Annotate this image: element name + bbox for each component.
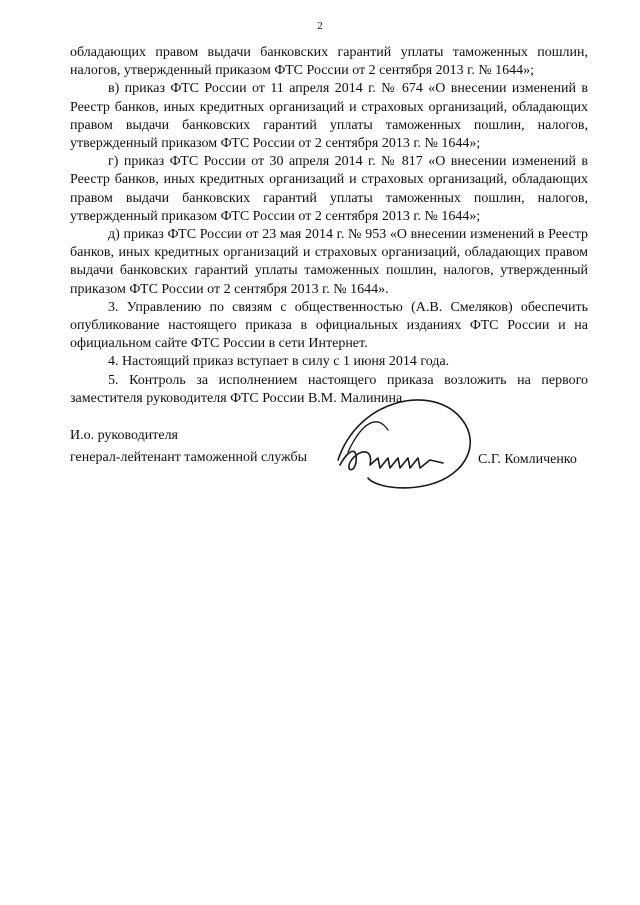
signatory-rank: генерал-лейтенант таможенной службы <box>70 450 308 465</box>
document-body <box>70 44 588 408</box>
signatory-position: И.о. руководителя <box>70 428 179 443</box>
paragraph-5: 5. Контроль за исполнением настоящего приказа возложить на первого заместителя руководителя ФТС России В.М. Малинина. <box>70 372 588 406</box>
signatory-name: С.Г. Комличенко <box>478 452 577 467</box>
paragraph-v: в) приказ ФТС России от 11 апреля 2014 г. № 674 «О внесении изменений в Реестр банков, иных кредитных организаций и страховых организаций, обладающих правом выдачи банковских гарантий уплаты таможенных пошлин, налогов, утвержденный приказом ФТС России от 2 сентября 2013 г. № 1644»; <box>70 81 588 152</box>
paragraph-b-continuation: обладающих правом выдачи банковских гарантий уплаты таможенных пошлин, налогов, утвержденный приказом ФТС России от 2 сентября 2013 г. № 1644»; <box>70 45 588 79</box>
paragraph-4: 4. Настоящий приказ вступает в силу с 1 июня 2014 года. <box>108 354 450 370</box>
paragraph-g: г) приказ ФТС России от 30 апреля 2014 г. № 817 «О внесении изменений в Реестр банков, иных кредитных организаций и страховых организаций, обладающих правом выдачи банковских гарантий уплаты таможенных пошлин, налогов, утвержденный приказом ФТС России от 2 сентября 2013 г. № 1644»; <box>70 154 588 224</box>
paragraph-3: 3. Управлению по связям с общественностью (А.В. Смеляков) обеспечить опубликование настоящего приказа в официальных изданиях ФТС России и на официальном сайте ФТС России в сети Интернет. <box>70 299 588 352</box>
page-number: 2 <box>317 20 323 32</box>
paragraph-d: д) приказ ФТС России от 23 мая 2014 г. № 953 «О внесении изменений в Реестр банков, иных кредитных организаций и страховых организаций, обладающих правом выдачи банковских гарантий уплаты таможенных пошлин, налогов, утвержденный приказом ФТС России от 2 сентября 2013 г. № 1644». <box>70 227 588 297</box>
handwritten-signature <box>318 390 478 500</box>
